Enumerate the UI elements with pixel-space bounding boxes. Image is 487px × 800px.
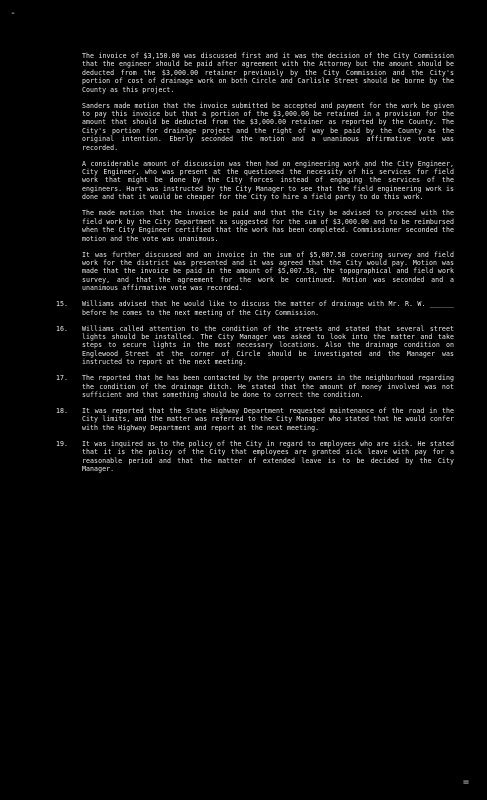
body-paragraph: A considerable amount of discussion was then had on engineering work and the City Engineer, City Engineer, who was present at the questioned the necessity of his services for field work that might be done by the City forces instead of engaging the services of the engineers. Hart was instructed by the City Manager to see that the field engineering work is done and that it would be cheaper for the City to hire a field party to do this work. (82, 159, 454, 202)
item-text: The reported that he has been contacted by the property owners in the neighborhood regarding the condition of the drainage ditch. He stated that the amount of money involved was not sufficient and that something should be done to correct the condition. (82, 374, 454, 399)
body-paragraph: Sanders made motion that the invoice submitted be accepted and payment for the work be given to pay this invoice but that a portion of the $3,000.00 be retained in a provision for the amount that should be deducted from the $3,000.00 retainer as reported by the County. The City's portion for drainage project and the right of way be paid by the County as the original intention. Eberly seconded the motion and a unanimous affirmative vote was recorded. (82, 101, 454, 152)
item-number: 17. (56, 374, 69, 383)
numbered-item (56, 406, 454, 432)
numbered-item (56, 439, 454, 474)
item-text: It was reported that the State Highway Department requested maintenance of the road in the City limits, and the matter was referred to the City Manager who stated that he would confer with the Highway Department and report at the next meeting. (82, 406, 454, 432)
item-text: Williams called attention to the condition of the streets and stated that several street lights should be installed. The City Manager was asked to look into the matter and take steps to secure lights in the most necessary locations. Also the drainage condition on Englewood Street at the corner of Circle should be investigated and the Manager was instructed to report at the next meeting. (82, 324, 454, 367)
body-paragraph: It was further discussed and an invoice in the sum of $5,007.58 covering survey and field work for the district was presented and it was agreed that the City would pay. Motion was made that the invoice be paid in the amount of $5,007.58, the topographical and field work survey, and that the agreement for the work be continued. Motion was seconded and a unanimous affirmative vote was recorded. (82, 250, 454, 293)
numbered-item (56, 374, 454, 399)
item-number: 16. (56, 324, 69, 333)
corner-mark: = (462, 777, 469, 788)
document-body (56, 52, 454, 481)
item-number: 18. (56, 406, 69, 415)
numbered-item (56, 324, 454, 367)
body-paragraph: The invoice of $3,150.00 was discussed first and it was the decision of the City Commission that the engineer should be paid after agreement with the Attorney but the amount should be deducted from the $3,000.00 retainer previously by the City Commission and the City's portion of cost of drainage work on both Circle and Carlisle Street should be borne by the County as this project. (82, 52, 454, 94)
corner-mark: - (10, 8, 17, 19)
item-text: Williams advised that he would like to discuss the matter of drainage with Mr. R. W. ______ before he comes to the next meeting of the City Commission. (82, 300, 454, 317)
body-paragraph: The made motion that the invoice be paid and that the City be advised to proceed with the field work by the City Department as suggested for the sum of $3,000.00 and to be reimbursed when the City Engineer certified that the work has been completed. Commissioner seconded the motion and the vote was unanimous. (82, 209, 454, 243)
numbered-item (56, 300, 454, 317)
item-text: It was inquired as to the policy of the City in regard to employees who are sick. He stated that it is the policy of the City that employees are granted sick leave with pay for a reasonable period and that the matter of extended leave is to be decided by the City Manager. (82, 439, 454, 473)
item-number: 15. (56, 300, 69, 309)
item-number: 19. (56, 439, 69, 448)
